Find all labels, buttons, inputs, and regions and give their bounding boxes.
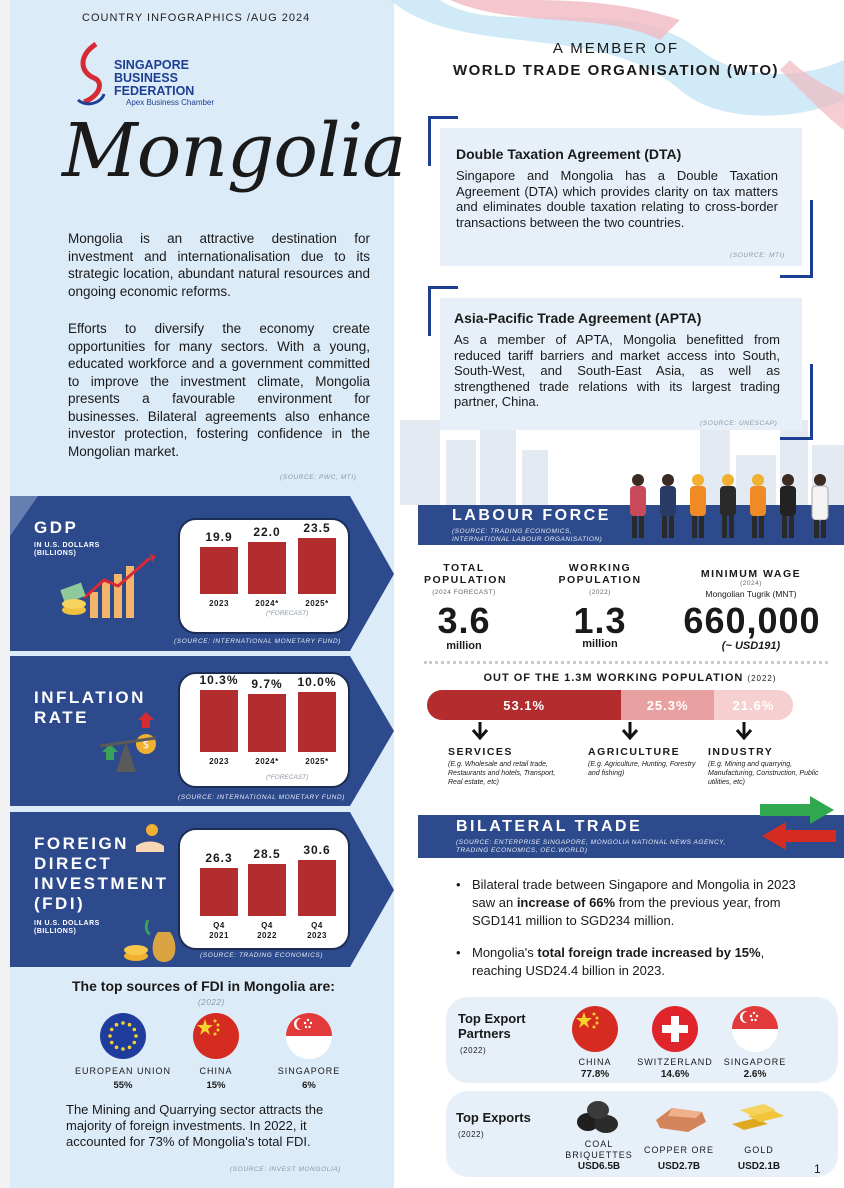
gdp-chart-card bbox=[178, 518, 350, 634]
working-population-value: 1.3 bbox=[573, 600, 627, 641]
fdi-subtitle-2: (BILLIONS) bbox=[34, 928, 77, 935]
labour-force-source: (SOURCE: TRADING ECONOMICS, INTERNATIONAL LABOUR ORGANISATION) bbox=[452, 528, 603, 543]
inflation-bar-value: 10.3% bbox=[199, 673, 239, 687]
apta-border-right bbox=[810, 364, 813, 440]
dta-border-top bbox=[428, 116, 458, 119]
fdi-bar-label: Q4 bbox=[213, 921, 225, 930]
inflation-forecast-note: (*FORECAST) bbox=[266, 774, 309, 781]
gdp-section bbox=[10, 496, 394, 651]
singapore-flag-icon bbox=[286, 1013, 332, 1059]
gdp-subtitle-1: IN U.S. DOLLARS bbox=[34, 542, 100, 549]
apta-border-top bbox=[428, 286, 458, 289]
sector-name-services: SERVICES bbox=[448, 746, 513, 758]
bilateral-trade-source: (SOURCE: ENTERPRISE SINGAPORE, MONGOLIA NATIONAL NEWS AGENCY, TRADING ECONOMICS, OEC.WORLD) bbox=[456, 839, 726, 854]
export-name-coal: COAL BRIQUETTES bbox=[565, 1139, 633, 1160]
fdi-sources-heading: The top sources of FDI in Mongolia are: bbox=[72, 978, 335, 994]
bilateral-bullet-1: • Bilateral trade between Singapore and Mongolia in 2023 saw an increase of 66% from the previous year, from SGD141 million to SGD234 million. bbox=[456, 877, 796, 928]
growth-chart-money-icon bbox=[60, 552, 160, 622]
fdi-bar-label: Q4 bbox=[261, 921, 273, 930]
sector-name-industry: INDUSTRY bbox=[708, 746, 774, 758]
gdp-bar bbox=[200, 547, 238, 594]
gdp-source: (SOURCE: INTERNATIONAL MONETARY FUND) bbox=[174, 638, 342, 645]
working-population-breakdown-heading: OUT OF THE 1.3M WORKING POPULATION (2022) bbox=[483, 672, 777, 684]
gdp-bar bbox=[248, 542, 286, 594]
inflation-bar bbox=[298, 692, 336, 752]
total-population-year: (2024 FORECAST) bbox=[432, 589, 496, 596]
dta-border-right bbox=[810, 200, 813, 278]
inflation-bar bbox=[248, 694, 286, 752]
logo-subtitle: Apex Business Chamber bbox=[126, 98, 215, 107]
fdi-bar-label: 2022 bbox=[257, 931, 277, 940]
inflation-bar bbox=[200, 690, 238, 752]
gdp-bar-label: 2025* bbox=[305, 599, 329, 608]
fdi-bar-value: 30.6 bbox=[303, 843, 331, 857]
fdi-source-pct-china: 15% bbox=[206, 1080, 226, 1091]
working-population-unit: million bbox=[582, 638, 618, 650]
mining-note: The Mining and Quarrying sector attracts the majority of foreign investments. In 2022, it accounted for 73% of Mongolia's total FDI. bbox=[66, 1102, 324, 1149]
china-flag-icon bbox=[572, 1006, 618, 1052]
minimum-wage-currency: Mongolian Tugrik (MNT) bbox=[705, 589, 797, 599]
top-exports-title: Top Exports bbox=[456, 1110, 531, 1125]
labour-force-title: LABOUR FORCE bbox=[452, 507, 611, 524]
fdi-bar-value: 28.5 bbox=[253, 846, 281, 861]
coal-icon bbox=[574, 1096, 624, 1134]
dta-border-bottom bbox=[780, 275, 813, 278]
gdp-forecast-note: (*FORECAST) bbox=[266, 610, 309, 617]
eu-flag-icon bbox=[100, 1013, 146, 1059]
gdp-bar-label: 2024* bbox=[255, 599, 279, 608]
wto-label-1: A MEMBER OF bbox=[552, 40, 680, 57]
intro-paragraph-1: Mongolia is an attractive destination for investment and internationalisation due to its strategic location, abundant natural resources and ongoing economic reforms. bbox=[68, 231, 370, 299]
export-partner-name-switzerland: SWITZERLAND bbox=[637, 1057, 713, 1067]
fdi-subtitle-1: IN U.S. DOLLARS bbox=[34, 920, 100, 927]
fdi-section bbox=[10, 812, 394, 967]
fdi-source: (SOURCE: TRADING ECONOMICS) bbox=[200, 952, 324, 959]
sector-example-agriculture: (E.g. Agriculture, Hunting, Forestry and fishing) bbox=[588, 761, 696, 777]
gdp-bar-value: 22.0 bbox=[253, 524, 281, 539]
minimum-wage-heading: MINIMUM WAGE bbox=[700, 568, 802, 580]
gdp-title: GDP bbox=[34, 518, 79, 537]
export-value-coal: USD6.5B bbox=[577, 1161, 621, 1172]
gdp-bar-value: 23.5 bbox=[303, 521, 331, 535]
dta-source: (SOURCE: MTI) bbox=[730, 252, 785, 259]
inflation-chart-card bbox=[178, 672, 350, 788]
dta-body: Singapore and Mongolia has a Double Taxation Agreement (DTA) which provides clarity on tax matters and eliminates double taxation relating to cross-border transactions between the two countries. bbox=[456, 168, 778, 230]
fdi-source-name-singapore: SINGAPORE bbox=[277, 1066, 341, 1076]
gdp-subtitle-2: (BILLIONS) bbox=[34, 550, 77, 557]
labour-divider bbox=[424, 661, 828, 664]
apta-border-left bbox=[428, 286, 431, 336]
inflation-bar-value: 10.0% bbox=[297, 674, 337, 689]
inflation-bar-label: 2024* bbox=[255, 757, 279, 766]
fdi-bar-label: 2021 bbox=[209, 931, 229, 940]
export-name-gold: GOLD bbox=[744, 1145, 774, 1155]
export-partners-year: (2022) bbox=[460, 1046, 487, 1055]
export-partners-title: Top Export Partners bbox=[458, 1011, 526, 1041]
hand-coin-icon bbox=[134, 822, 168, 852]
copper-ore-icon bbox=[652, 1098, 710, 1134]
apta-source: (SOURCE: UNESCAP) bbox=[700, 420, 778, 427]
gdp-bar-label: 2023 bbox=[209, 599, 229, 608]
page-number: 1 bbox=[814, 1162, 821, 1176]
arrow-down-icon bbox=[470, 722, 490, 742]
bilateral-trade-title: BILATERAL TRADE bbox=[456, 818, 643, 835]
apta-border-bottom bbox=[780, 437, 813, 440]
country-title: Mongolia bbox=[62, 108, 406, 194]
sector-example-services: (E.g. Wholesale and retail trade, Restaurants and hotels, Transport, Real estate, etc) bbox=[448, 761, 556, 786]
top-exports-year: (2022) bbox=[458, 1130, 485, 1139]
fdi-sources-year: (2022) bbox=[198, 998, 225, 1007]
fdi-bar bbox=[298, 860, 336, 916]
svg-text:$: $ bbox=[142, 738, 150, 751]
dta-border-left bbox=[428, 116, 431, 166]
total-population-heading: TOTAL POPULATION bbox=[424, 562, 508, 586]
inflation-section bbox=[10, 656, 394, 806]
singapore-flag-icon bbox=[732, 1006, 778, 1052]
export-name-copper: COPPER ORE bbox=[643, 1145, 714, 1155]
gdp-bar bbox=[298, 538, 336, 594]
apta-body: As a member of APTA, Mongolia benefitted from reduced tariff barriers and market access into South, South-West, and South-East Asia, as well as strengthened trade relations with its largest trading partner, China. bbox=[454, 332, 780, 409]
minimum-wage-year: (2024) bbox=[740, 580, 762, 587]
export-value-copper: USD2.7B bbox=[657, 1161, 701, 1172]
fdi-title-2: DIRECT bbox=[34, 854, 113, 873]
total-population-unit: million bbox=[446, 640, 482, 652]
sbf-logo bbox=[74, 42, 234, 108]
sector-segment-services: 53.1% bbox=[427, 690, 621, 720]
export-partner-value-china: 77.8% bbox=[580, 1069, 610, 1080]
fdi-title-1: FOREIGN bbox=[34, 834, 129, 853]
inflation-title-2: RATE bbox=[34, 708, 90, 727]
sector-segment-agriculture: 25.3% bbox=[621, 690, 714, 720]
sector-segment-industry: 21.6% bbox=[714, 690, 793, 720]
dta-title: Double Taxation Agreement (DTA) bbox=[456, 146, 682, 162]
inflation-bar-value: 9.7% bbox=[251, 676, 283, 691]
inflation-title-1: INFLATION bbox=[34, 688, 146, 707]
china-flag-icon bbox=[193, 1013, 239, 1059]
working-population-heading: WORKING POPULATION bbox=[558, 562, 642, 586]
workers-group-icon bbox=[624, 470, 838, 540]
fdi-source-pct-eu: 55% bbox=[113, 1080, 133, 1091]
minimum-wage-usd: (~ USD191) bbox=[721, 640, 781, 652]
logo-swoosh-icon bbox=[74, 42, 108, 108]
left-edge-strip bbox=[0, 0, 10, 1188]
arrow-down-icon bbox=[620, 722, 640, 742]
fdi-source-name-china: CHINA bbox=[199, 1066, 233, 1076]
inflation-bar-label: 2023 bbox=[209, 757, 229, 766]
sector-example-industry: (E.g. Mining and quarrying, Manufacturing, Construction, Public utilities, etc) bbox=[708, 761, 819, 786]
inflation-scale-icon bbox=[90, 712, 164, 778]
gold-bars-icon bbox=[728, 1094, 788, 1136]
export-partner-value-singapore: 2.6% bbox=[743, 1069, 767, 1080]
fdi-bar bbox=[248, 864, 286, 916]
intro-source: (SOURCE: PWC, MTI) bbox=[280, 474, 357, 481]
fdi-source-pct-singapore: 6% bbox=[302, 1080, 316, 1091]
fdi-bar-label: 2023 bbox=[307, 931, 327, 940]
bilateral-bullet-2: • Mongolia's total foreign trade increased by 15%, reaching USD24.4 billion in 2023. bbox=[456, 945, 765, 978]
switzerland-flag-icon bbox=[652, 1006, 698, 1052]
export-partner-name-singapore: SINGAPORE bbox=[723, 1057, 787, 1067]
fdi-title-3: INVESTMENT bbox=[34, 874, 169, 893]
fdi-bar bbox=[200, 868, 238, 916]
logo-text: SINGAPORE BUSINESS FEDERATION bbox=[114, 58, 195, 98]
export-partner-name-china: CHINA bbox=[578, 1057, 612, 1067]
trade-arrows-icon bbox=[760, 796, 836, 856]
fdi-title-4: (FDI) bbox=[34, 894, 86, 913]
fdi-chart-card bbox=[178, 828, 350, 950]
fdi-sources-source: (SOURCE: INVEST MONGOLIA) bbox=[230, 1166, 342, 1173]
export-value-gold: USD2.1B bbox=[737, 1161, 781, 1172]
working-population-year: (2022) bbox=[589, 589, 611, 596]
header-label: COUNTRY INFOGRAPHICS /AUG 2024 bbox=[82, 12, 311, 24]
minimum-wage-value: 660,000 bbox=[683, 600, 821, 641]
inflation-bar-label: 2025* bbox=[305, 757, 329, 766]
inflation-source: (SOURCE: INTERNATIONAL MONETARY FUND) bbox=[178, 794, 346, 801]
money-bags-icon bbox=[120, 912, 180, 964]
wto-label-2: WORLD TRADE ORGANISATION (WTO) bbox=[452, 62, 780, 79]
intro-paragraph-2: Efforts to diversify the economy create opportunities for many sectors. With a young, educated workforce and a government committed to improve the investment climate, Mongolia presents a favourable environment for businesses. Bilateral agreements also enhance investor protection, fostering confidence in the Mongolian market. bbox=[68, 321, 370, 459]
apta-title: Asia-Pacific Trade Agreement (APTA) bbox=[454, 310, 702, 326]
gdp-bar-value: 19.9 bbox=[205, 529, 233, 544]
arrow-down-icon bbox=[734, 722, 754, 742]
sector-name-agriculture: AGRICULTURE bbox=[588, 746, 681, 758]
total-population-value: 3.6 bbox=[437, 600, 491, 641]
fdi-bar-value: 26.3 bbox=[205, 850, 233, 865]
fdi-source-name-eu: EUROPEAN UNION bbox=[74, 1066, 171, 1076]
fdi-bar-label: Q4 bbox=[311, 921, 323, 930]
export-partner-value-switzerland: 14.6% bbox=[660, 1069, 690, 1080]
